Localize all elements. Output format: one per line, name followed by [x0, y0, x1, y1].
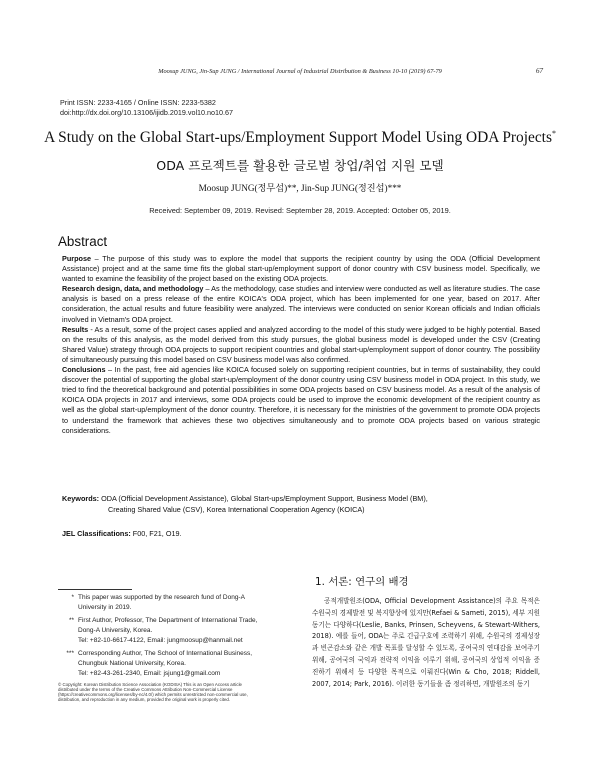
purpose-text: – The purpose of this study was to explore the model that supports the recipient country by using the ODA (Official Development Assistance) project and at the same time fits the global start-up/employment support of donor country with CSV business model. Specifically, we wanted to examine the feasibility of the project based on the existing ODA projects. [62, 254, 540, 284]
footnote-line: University in 2019. [78, 604, 132, 611]
footnote-funding [58, 593, 298, 613]
jel-codes: F00, F21, O19. [130, 529, 182, 538]
footnote-body [78, 593, 245, 613]
conclusions-label: Conclusions [62, 365, 106, 375]
running-header: Moosup JUNG, Jin-Sup JUNG / International Journal of Industrial Distribution & Business 10-10 (2019) 67-79 [158, 68, 442, 75]
author-line: Moosup JUNG(정무섭)**, Jin-Sup JUNG(정진섭)*** [198, 183, 402, 193]
footnote-line: Dong-A University, Korea. [78, 627, 153, 634]
footnote-line: Corresponding Author, The School of International Business, [78, 650, 253, 657]
copyright-notice: © Copyright: Korean Distribution Science Association (KODISA) This is an Open Access article distributed under the terms of the Creative Commons Attribution Non-Commercial License (https://creativecommons.org/licenses/by-nc/4.0/) which permits unrestricted non-commercial use, distribution, and reproduction in any medium, provided the original work is properly cited. [58, 682, 248, 702]
submission-dates: Received: September 09, 2019. Revised: September 28, 2019. Accepted: October 05, 2019. [149, 206, 451, 215]
abstract-methodology [62, 284, 540, 324]
footnote-line: First Author, Professor, The Department of International Trade, [78, 617, 258, 624]
footnote-corresponding-author [58, 649, 298, 679]
jel-classifications [62, 529, 182, 538]
footnote-mark: *** [66, 650, 74, 657]
abstract-body [62, 254, 540, 436]
footnote-body [78, 616, 257, 646]
paper-title-korean: ODA 프로젝트를 활용한 글로벌 창업/취업 지원 모델 [156, 158, 444, 173]
footnote-line: This paper was supported by the research fund of Dong-A [78, 594, 245, 601]
footnote-line: Tel: +82-43-261-2340, Email: jsjung1@gmail.com [78, 670, 221, 677]
methodology-label: Research design, data, and methodology [62, 284, 204, 294]
footnote-divider [58, 589, 132, 590]
methodology-text: – As the methodology, case studies and interview were conducted as well as literature studies. The case analysis is based on a press release of the entire KOICA's ODA project, which has been implemented for one year, based on 2017. After consideration, the actual results and future feasibility were analyzed. The interviews were conducted on senior Korean officials and Indian officials involved in Vietnam's ODA project. [62, 284, 540, 324]
footnote-line: Tel: +82-10-6617-4122, Email: jungmoosup@hanmail.net [78, 637, 243, 644]
abstract-conclusions [62, 365, 540, 436]
issn-line: Print ISSN: 2233-4165 / Online ISSN: 2233-5382 [60, 98, 216, 107]
footnote-mark: * [71, 594, 74, 601]
keywords-text-1: ODA (Official Development Assistance), Global Start-ups/Employment Support, Business Model (BM), [99, 494, 428, 503]
footnote-mark: ** [68, 617, 74, 624]
footnote-body [78, 649, 252, 679]
footnote-first-author [58, 616, 298, 646]
keywords-line-1 [62, 494, 532, 505]
purpose-label: Purpose [62, 254, 92, 263]
jel-label: JEL Classifications: [62, 529, 131, 538]
results-text: - As a result, some of the project cases applied and analyzed according to the model of this study were judged to be highly potential. Based on the results of this analysis, as the model derived from this study pursues, the global business model is developed under the CSV (Creating Shared Value) strategy through ODA projects to support recipient countries and global start-up/employment support of donor country. The possibility of simultaneously pursuing this model based on CSV business model was also confirmed. [62, 324, 540, 364]
introduction-body [312, 596, 540, 690]
paper-title [20, 129, 580, 147]
issn-block [60, 98, 233, 117]
paper-title-text: A Study on the Global Start-ups/Employment Support Model Using ODA Projects [44, 129, 552, 147]
footnote-line: Chungbuk National University, Korea. [78, 660, 186, 667]
conclusions-text: – In the past, free aid agencies like KOICA focused solely on supporting recipient countries, but in terms of sustainability, they could discover the potential of supporting the global start-up/employment of the donor country using CSV business model in ODA project. In this study, we tried to find the theoretical background and potential possibilities in some ODA projects based on CSV business model. As a result of the analysis of KOICA ODA projects in 2017 and interviews, some ODA projects could be used to improve the economic development of the recipient country as well as the global start-up/employment of the donor country. Therefore, it is necessary for the ministries of the government to promote ODA projects to understand the framework that achieves these two objectives simultaneously and to promote ODA projects based on various strategic considerations. [62, 365, 540, 435]
abstract-purpose [62, 254, 540, 284]
introduction-paragraph: 공적개발원조(ODA, Official Development Assistance)의 주요 목적은 수원국의 경제발전 및 복지향상에 있지만(Refaei & Sameti, 2015), 세부 지원 동기는 다양하다(Leslie, Banks, Prinsen, Scheyvens, & Stewart-Withers, 2018). 예를 들어, ODA는 주로 긴급구호에 조력하기 위해, 수원국의 경제성장과 빈곤감소와 같은 개발 목표를 달성할 수 있도록, 공여국의 연대감을 보여주기 위해, 공여국의 국익과 전략적 이익을 이루기 위해, 공여국의 상업적 이익을 증진하기 위해서 등 다양한 목적으로 이뤄진다(Win & Cho, 2018; Riddell, 2007, 2014; Park, 2016). 이러한 동기들을 좀 정리하면, 개발원조의 동기 [312, 597, 540, 688]
results-label: Results [62, 324, 89, 334]
keywords-label: Keywords: [62, 494, 100, 503]
title-footnote-mark: * [551, 129, 556, 138]
introduction-heading: 1. 서론: 연구의 배경 [315, 576, 409, 588]
abstract-heading: Abstract [58, 234, 108, 249]
footnotes [58, 593, 298, 702]
keywords-block [62, 494, 532, 515]
abstract-results [62, 325, 540, 365]
doi-line[interactable]: doi:http://dx.doi.org/10.13106/ijidb.2019.vol10.no10.67 [60, 107, 234, 117]
keywords-line-2: Creating Shared Value (CSV), Korea International Cooperation Agency (KOICA) [108, 504, 365, 514]
page-number: 67 [536, 67, 543, 75]
